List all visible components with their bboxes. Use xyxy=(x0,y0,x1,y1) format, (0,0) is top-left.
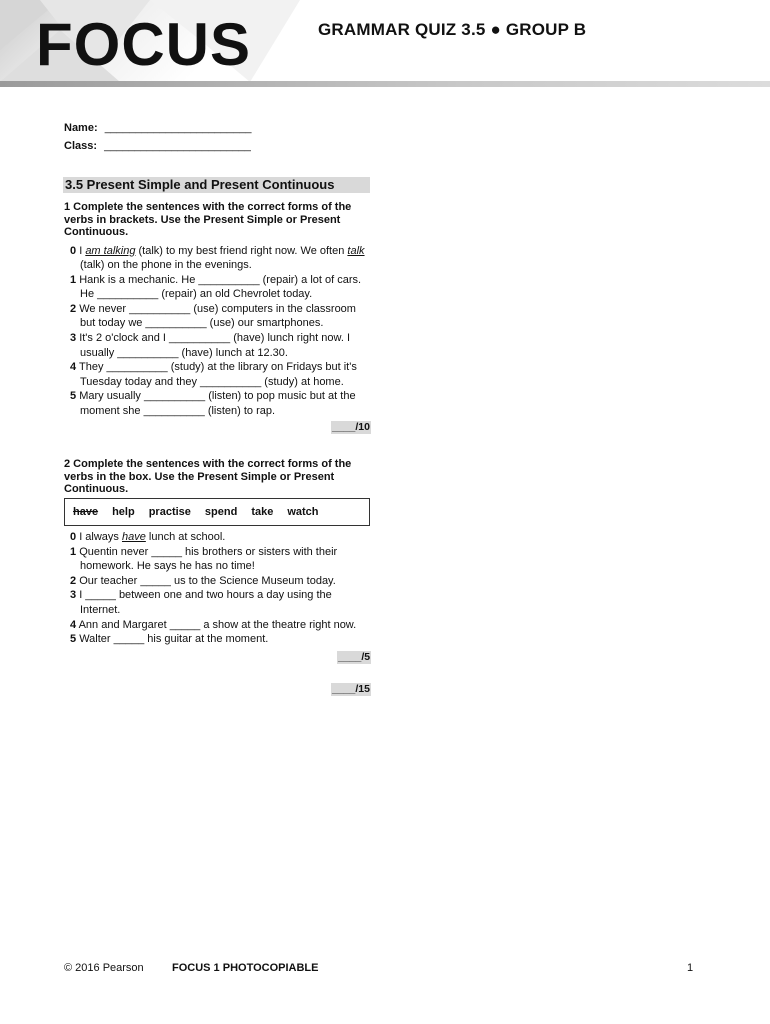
class-label: Class: xyxy=(64,140,98,152)
exercise-1-item-0 xyxy=(64,244,371,273)
item-text: Quentin never _____ his brothers or sisters with their homework. He says he has no time! xyxy=(79,545,338,573)
example-answer: am talking xyxy=(85,244,136,257)
focus-logo: FOCUS xyxy=(36,11,251,78)
item-number: 3 xyxy=(70,332,77,345)
item-number: 1 xyxy=(70,273,77,286)
item-text: We never __________ (use) computers in the classroom but today we __________ (use) our smartphones. xyxy=(79,302,356,330)
exercise-1 xyxy=(64,201,371,419)
item-text: They __________ (study) at the library on Fridays but it's Tuesday today and they __________ (study) at home. xyxy=(78,361,357,388)
item-number: 5 xyxy=(70,633,77,646)
item-text: Mary usually __________ (listen) to pop music but at the moment she __________ (listen) to rap. xyxy=(79,390,356,418)
word-box-item: help xyxy=(112,506,135,518)
exercise-2-item-5 xyxy=(64,632,371,647)
exercise-2-score: ____/5 xyxy=(338,651,371,663)
item-text: I always xyxy=(79,531,122,543)
page-number: 1 xyxy=(687,962,694,974)
name-label: Name: xyxy=(64,122,98,134)
exercise-2-item-3 xyxy=(64,588,371,617)
item-number: 0 xyxy=(70,531,77,543)
item-number: 4 xyxy=(70,361,77,374)
exercise-1-item-3 xyxy=(64,331,371,360)
exercise-1-item-4 xyxy=(64,360,371,389)
item-number: 0 xyxy=(70,244,77,257)
exercise-2-instructions xyxy=(64,458,371,496)
exercise-2-item-1 xyxy=(64,545,371,574)
exercise-1-item-5 xyxy=(64,389,371,418)
name-field xyxy=(64,122,252,134)
exercise-2-item-0 xyxy=(64,530,371,545)
item-number: 4 xyxy=(70,618,77,631)
word-box-item: practise xyxy=(148,506,191,518)
item-text: (talk) on the phone in the evenings. xyxy=(80,259,252,272)
page-header xyxy=(0,0,770,90)
item-number: 5 xyxy=(70,390,77,403)
quiz-title: GRAMMAR QUIZ 3.5 ● GROUP B xyxy=(318,20,587,39)
word-box-item: spend xyxy=(204,506,238,518)
exercise-2-items xyxy=(64,530,371,647)
exercise-1-item-1 xyxy=(64,273,371,302)
class-field xyxy=(64,140,251,152)
example-answer: talk xyxy=(347,244,365,257)
header-rule xyxy=(0,81,770,87)
example-answer: have xyxy=(121,531,146,543)
copyright: © 2016 Pearson xyxy=(64,962,144,974)
word-box-item: have xyxy=(73,506,99,518)
item-number: 2 xyxy=(70,302,77,315)
class-line: ________________________ xyxy=(104,140,251,152)
word-box-item: take xyxy=(251,506,274,518)
item-text: Ann and Margaret _____ a show at the theatre right now. xyxy=(78,618,357,631)
exercise-2-item-4 xyxy=(64,618,371,633)
word-box xyxy=(64,498,370,526)
item-text: I _____ between one and two hours a day using the Internet. xyxy=(79,589,332,616)
item-text: I xyxy=(79,244,86,257)
item-text: (talk) to my best friend right now. We often xyxy=(135,244,348,257)
exercise-2-instruction: 2 Complete the sentences with the correct forms of the verbs in the box. Use the Present Simple or Present Continuous. xyxy=(64,458,352,495)
item-number: 1 xyxy=(70,545,77,558)
exercise-1-item-2 xyxy=(64,302,371,331)
total-score: ____/15 xyxy=(332,683,370,695)
item-text: Hank is a mechanic. He __________ (repair) a lot of cars. He __________ (repair) an old Chevrolet today. xyxy=(79,273,362,301)
exercise-1-score: ____/10 xyxy=(332,421,370,433)
word-box-item: watch xyxy=(287,506,319,518)
item-number: 3 xyxy=(70,589,77,602)
item-text: lunch at school. xyxy=(145,531,226,543)
exercise-1-instruction: 1 Complete the sentences with the correct forms of the verbs in brackets. Use the Present Simple or Present Continuous. xyxy=(64,201,352,238)
item-text: Our teacher _____ us to the Science Museum today. xyxy=(79,574,336,587)
item-text: Walter _____ his guitar at the moment. xyxy=(79,633,269,646)
photocopiable-note: FOCUS 1 PHOTOCOPIABLE xyxy=(172,962,319,974)
item-text: It's 2 o'clock and I __________ (have) lunch right now. I usually __________ (have) lunch at 12.30. xyxy=(79,332,351,359)
exercise-2-item-2 xyxy=(64,574,371,589)
name-line: ________________________ xyxy=(104,122,252,134)
item-number: 2 xyxy=(70,574,77,587)
section-title: 3.5 Present Simple and Present Continuous xyxy=(63,177,370,193)
